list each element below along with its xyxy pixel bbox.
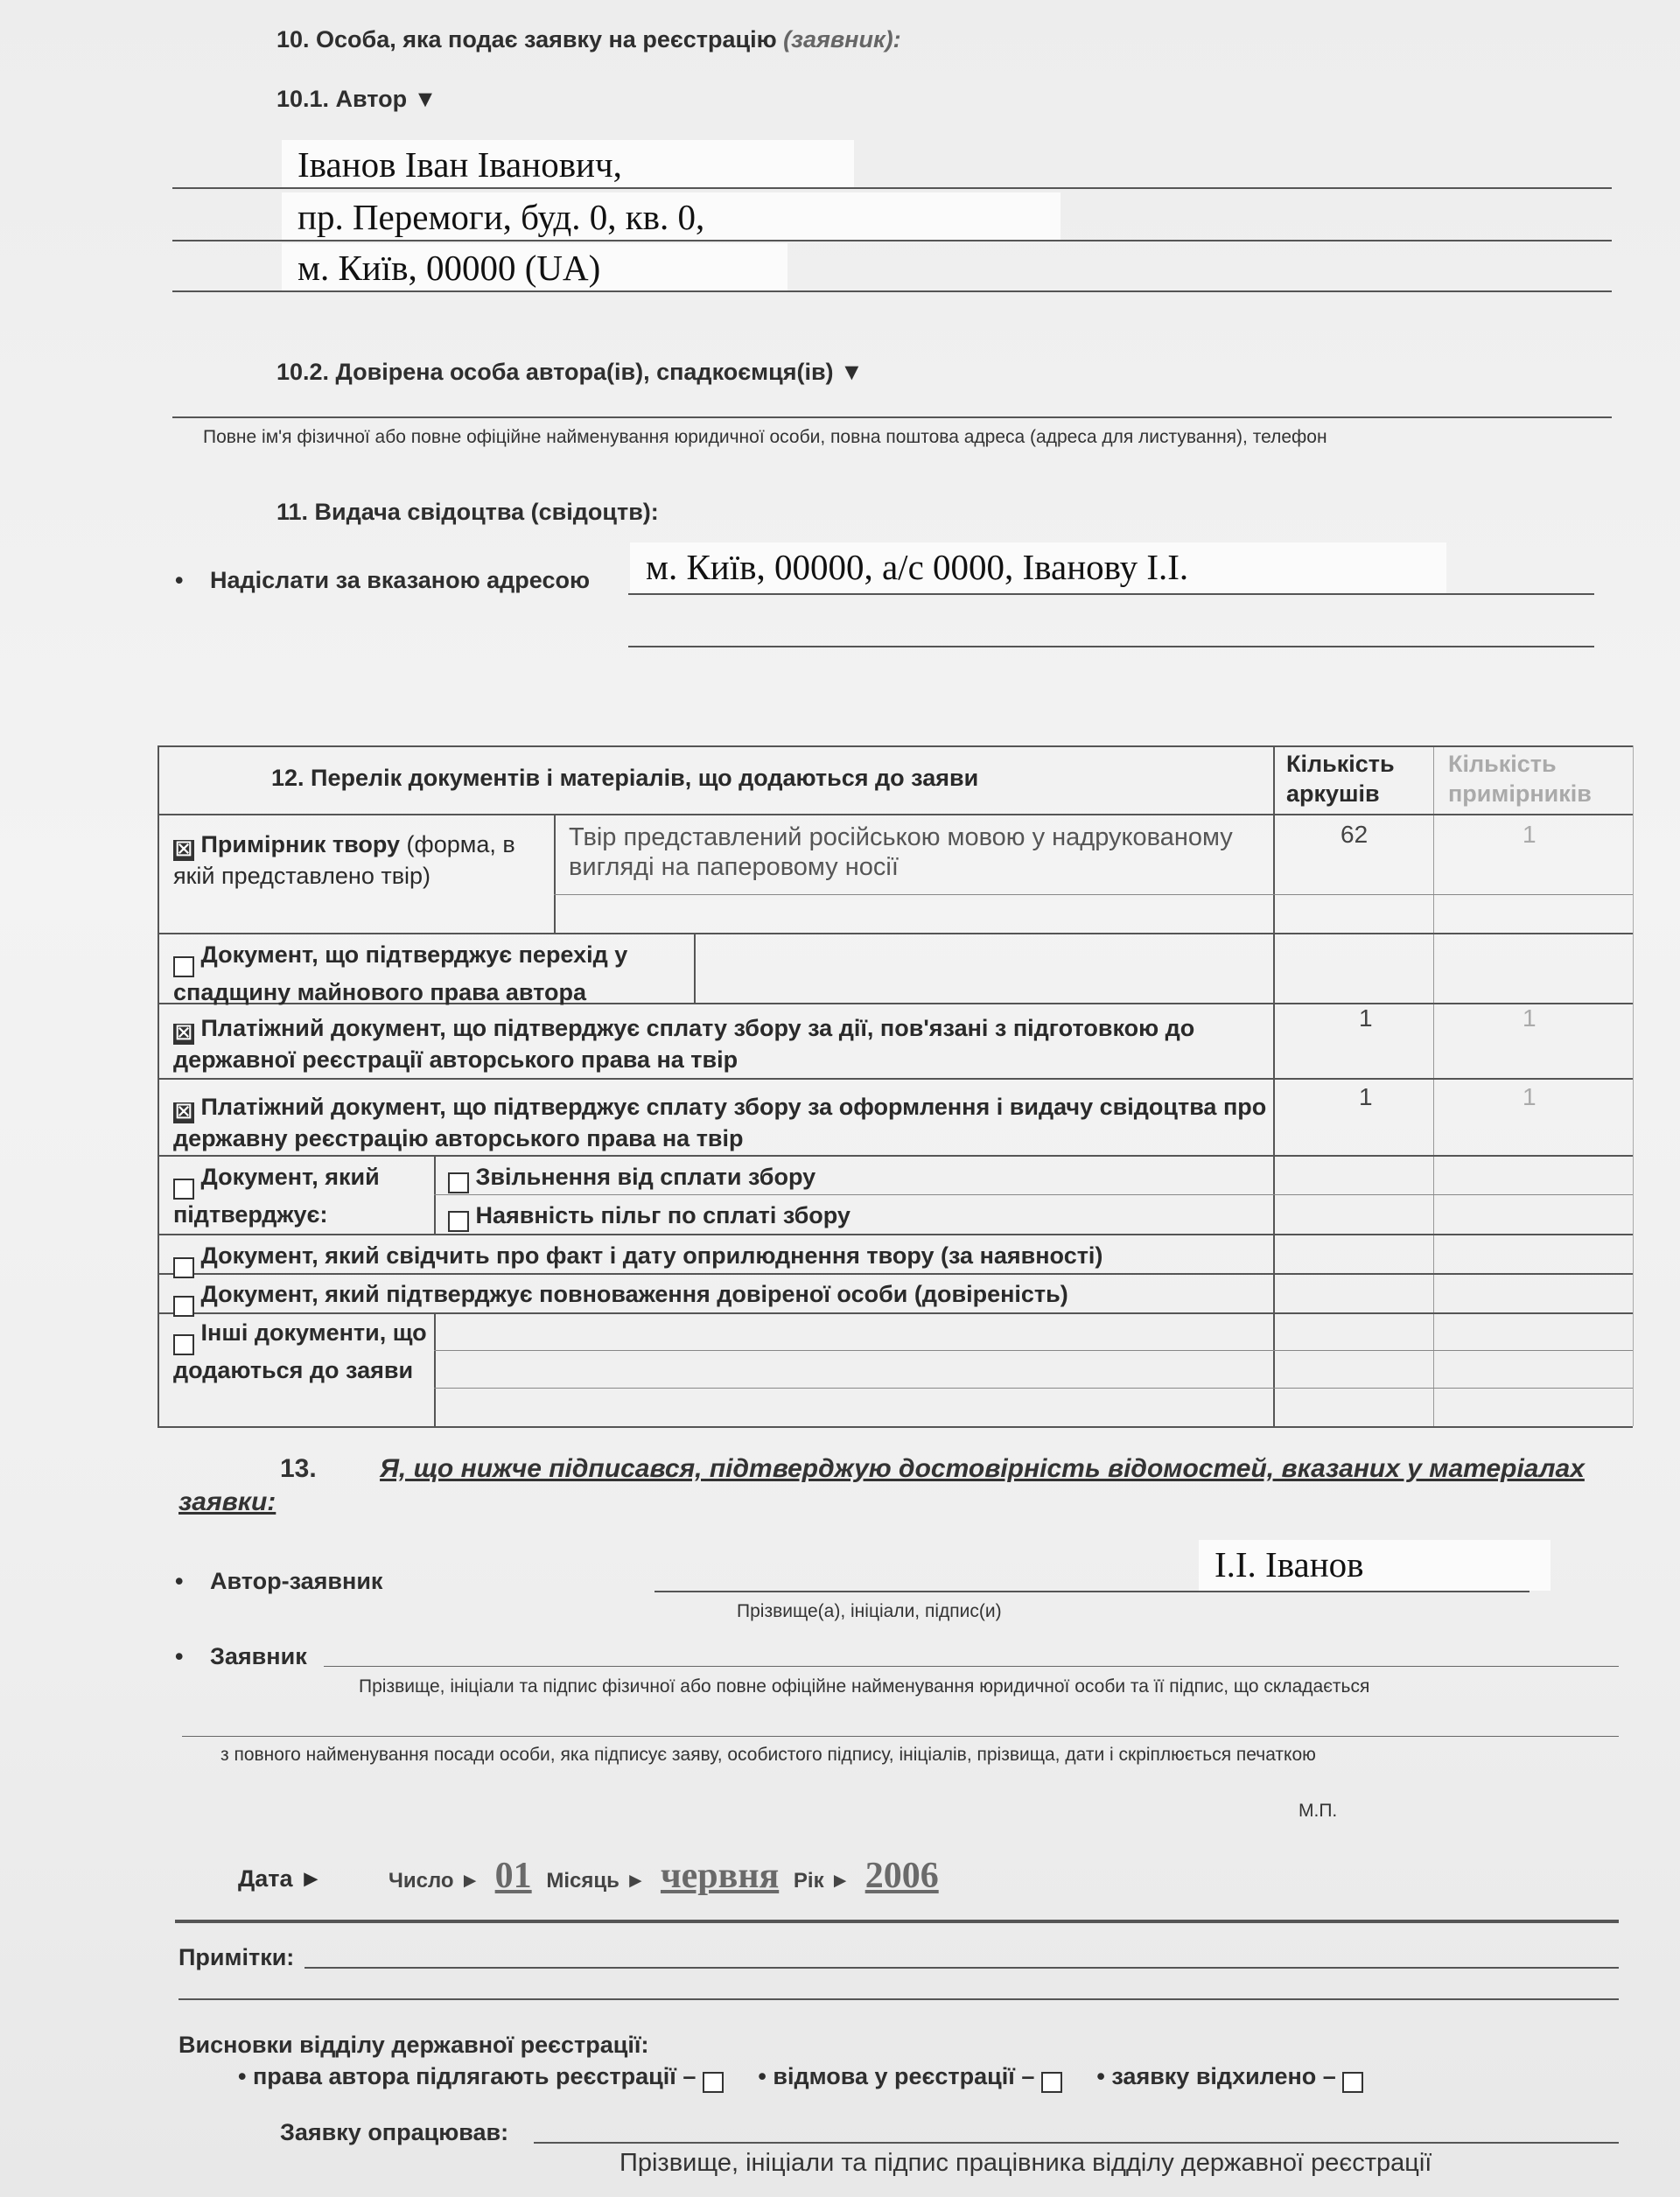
row2-divider (694, 933, 696, 1003)
row-publication-doc-label: Документ, який свідчить про факт і дату оприлюднення твору (за наявності) (200, 1242, 1103, 1269)
row-inheritance-doc-label: Документ, що підтверджує перехід у спадщину майнового права автора (173, 941, 628, 1005)
conclusions-label: Висновки відділу державної реєстрації: (178, 2032, 649, 2058)
row8-inner-line-1 (434, 1350, 1633, 1351)
checkbox-rejected[interactable] (1342, 2072, 1363, 2093)
row-other-docs-label: Інші документи, що додаються до заяви (173, 1319, 427, 1383)
row-payment-certificate (173, 1092, 1267, 1153)
row-copy-of-work (173, 829, 541, 891)
row-power-of-attorney (173, 1279, 1267, 1317)
year-label: Рік ► (793, 1869, 851, 1893)
author-signature-line (654, 1591, 1530, 1592)
checkbox-payment-preparation[interactable]: ☒ (173, 1024, 194, 1045)
table-top (158, 745, 1633, 747)
option-rejected-label: • заявку відхилено – (1096, 2063, 1336, 2089)
table-border-sheets (1273, 745, 1275, 1426)
author-signature-caption: Прізвище(а), ініціали, підпис(и) (737, 1601, 1002, 1621)
row-payment-preparation (173, 1013, 1267, 1074)
author-city-value: м. Київ, 00000 (UA) (282, 243, 788, 290)
author-name-value: Іванов Іван Іванович, (282, 140, 854, 187)
checkbox-fee-benefits[interactable] (448, 1211, 469, 1232)
row8-divider (434, 1312, 436, 1426)
day-value: 01 (494, 1856, 532, 1896)
date-row (388, 1855, 948, 1897)
section-10-title (276, 26, 901, 53)
row5-bottom (158, 1234, 1633, 1235)
checkbox-register[interactable] (703, 2072, 724, 2093)
section-10-title-em: (заявник): (783, 26, 901, 52)
section-11-title: 11. Видача свідоцтва (свідоцтв): (276, 499, 659, 525)
row1-inner-line (554, 894, 1633, 895)
row-payment-certificate-label: Платіжний документ, що підтверджує сплату збору за оформлення і видачу свідоцтва про державну реєстрацію авторського права на твір (173, 1094, 1267, 1151)
row3-copies: 1 (1522, 1004, 1536, 1032)
row-power-of-attorney-label: Документ, який підтверджує повноваження довіреної особи (довіреність) (200, 1281, 1068, 1307)
row4-copies: 1 (1522, 1083, 1536, 1110)
row8-inner-line-2 (434, 1388, 1633, 1389)
applicant-line-1 (324, 1666, 1619, 1667)
processed-by-label: Заявку опрацював: (280, 2119, 509, 2145)
checkbox-payment-certificate[interactable]: ☒ (173, 1102, 194, 1123)
table-bottom (158, 1426, 1633, 1428)
processed-by-line (534, 2142, 1619, 2144)
option-fee-exemption (448, 1162, 816, 1193)
row4-sheets: 1 (1359, 1083, 1373, 1110)
row-confirming-doc (173, 1162, 427, 1229)
month-label: Місяць ► (546, 1869, 647, 1893)
section-13-statement (178, 1452, 1622, 1519)
section-10-2-label: 10.2. Довірена особа автора(ів), спадкоємця(ів) ▼ (276, 359, 864, 385)
checkbox-copy-of-work[interactable]: ☒ (173, 840, 194, 861)
table-header-bottom (158, 814, 1633, 815)
row-copy-of-work-note: (форма, в якій представлено твір) (173, 831, 515, 889)
checkbox-refuse[interactable] (1041, 2072, 1062, 2093)
author-signature-value: І.І. Іванов (1199, 1540, 1550, 1591)
row-other-docs (173, 1318, 427, 1385)
author-applicant-label: Автор-заявник (210, 1568, 383, 1594)
row-copy-of-work-label: Примірник твору (200, 831, 401, 857)
month-value: червня (660, 1856, 780, 1896)
option-refuse-label: • відмова у реєстрації – (758, 2063, 1035, 2089)
table-border-right (1633, 745, 1634, 1426)
option-fee-benefits-label: Наявність пільг по сплаті збору (475, 1202, 850, 1228)
applicant-caption-1: Прізвище, ініціали та підпис фізичної або повне офіційне найменування юридичної особи та її підпис, що складається (359, 1676, 1370, 1697)
row-inheritance-doc (173, 940, 690, 1007)
table-border-copies (1433, 745, 1434, 1426)
trusted-person-caption: Повне ім'я фізичної або повне офіційне найменування юридичної особи, повна поштова адреса (адреса для листування), телефон (203, 427, 1327, 447)
option-fee-benefits (448, 1200, 850, 1232)
conclusion-options (238, 2063, 1363, 2093)
date-label: Дата ► (238, 1865, 323, 1892)
row-copy-of-work-desc: Твір представлений російською мовою у надрукованому вигляді на паперовому носії (569, 823, 1233, 881)
row1-copies: 1 (1522, 821, 1536, 848)
applicant-label: Заявник (210, 1643, 307, 1669)
checkbox-power-of-attorney[interactable] (173, 1296, 194, 1317)
checkbox-inheritance-doc[interactable] (173, 956, 194, 977)
col-copies-header: Кількість примірників (1448, 751, 1592, 807)
section-10-1-label: 10.1. Автор ▼ (276, 86, 438, 112)
row1-bottom (158, 933, 1633, 934)
section-13-statement-text: Я, що нижче підписався, підтверджую достовірність відомостей, вказаних у матеріалах заявки: (178, 1454, 1585, 1516)
applicant-bullet: • (175, 1643, 184, 1669)
table-header-title: 12. Перелік документів і матеріалів, що додаються до заяви (271, 765, 979, 791)
checkbox-fee-exemption[interactable] (448, 1172, 469, 1193)
day-label: Число ► (388, 1869, 480, 1893)
processed-by-caption: Прізвище, ініціали та підпис працівника відділу державної реєстрації (620, 2149, 1432, 2177)
row3-bottom (158, 1078, 1633, 1080)
checkbox-other-docs[interactable] (173, 1334, 194, 1355)
option-fee-exemption-label: Звільнення від сплати збору (475, 1164, 816, 1190)
checkbox-confirming-doc[interactable] (173, 1179, 194, 1200)
section-10-title-text: 10. Особа, яка подає заявку на реєстрацію (276, 26, 777, 52)
trusted-person-line (172, 416, 1612, 418)
row1-sheets: 62 (1340, 821, 1368, 848)
row5-inner-line (434, 1194, 1633, 1195)
author-street-value: пр. Перемоги, буд. 0, кв. 0, (282, 192, 1060, 240)
notes-label: Примітки: (178, 1944, 295, 1970)
option-register-label: • права автора підлягають реєстрації – (238, 2063, 696, 2089)
year-value: 2006 (864, 1856, 939, 1896)
send-bullet: • (175, 567, 184, 593)
checkbox-publication-doc[interactable] (173, 1257, 194, 1278)
send-address-value: м. Київ, 00000, а/с 0000, Іванову І.І. (630, 542, 1446, 593)
section-13-num: 13. (280, 1454, 317, 1483)
send-address-label: Надіслати за вказаною адресою (210, 567, 591, 593)
row1-desc-divider (554, 814, 556, 933)
row3-sheets: 1 (1359, 1004, 1373, 1032)
author-line-2 (172, 240, 1612, 241)
stamp-place: М.П. (1298, 1801, 1338, 1821)
send-address-line-2 (628, 646, 1594, 647)
row-publication-doc (173, 1241, 1267, 1278)
send-address-line-1 (628, 593, 1594, 595)
author-applicant-bullet: • (175, 1568, 184, 1594)
row-payment-preparation-label: Платіжний документ, що підтверджує сплату збору за дії, пов'язані з підготовкою до державної реєстрації авторського права на твір (173, 1015, 1195, 1073)
applicant-line-2 (182, 1736, 1619, 1737)
row-confirming-doc-label: Документ, який підтверджує: (173, 1164, 380, 1228)
date-separator (175, 1920, 1619, 1923)
row4-bottom (158, 1155, 1633, 1157)
col-sheets-header: Кількість аркушів (1286, 751, 1395, 807)
applicant-caption-2: з повного найменування посади особи, яка підписує заяву, особистого підпису, ініціалів, прізвища, дати і скріплюється печаткою (220, 1745, 1316, 1765)
notes-line-2 (178, 1998, 1619, 2000)
table-border-left (158, 745, 159, 1426)
notes-line-1 (304, 1967, 1619, 1969)
author-line-3 (172, 290, 1612, 292)
author-line-1 (172, 187, 1612, 189)
